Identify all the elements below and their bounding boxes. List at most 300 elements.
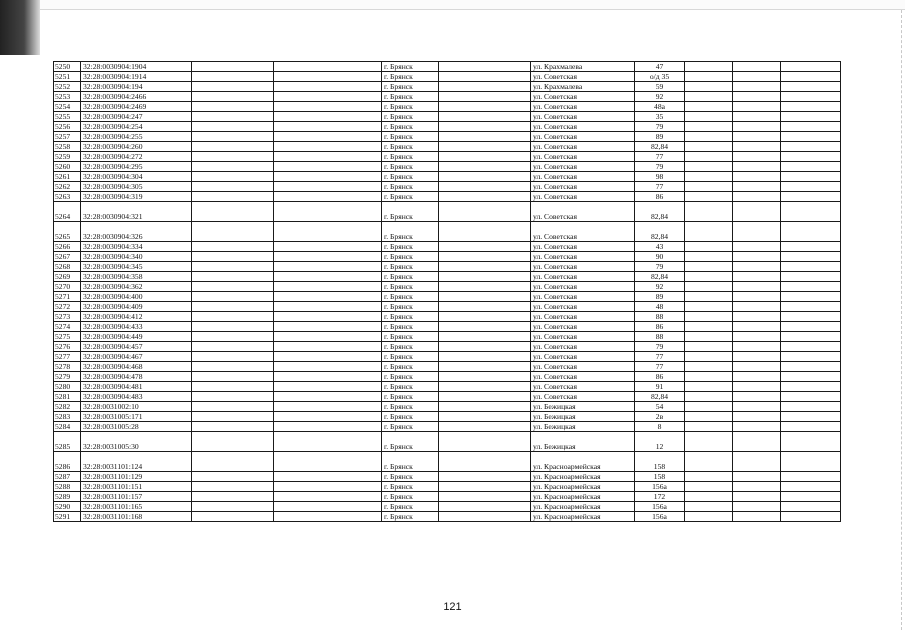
cell-blank-e: [733, 202, 781, 222]
cell-blank-e: [733, 152, 781, 162]
cell-blank-e: [733, 242, 781, 252]
cell-num: 5277: [54, 352, 81, 362]
registry-table: [53, 61, 841, 522]
cell-city: г. Брянск: [382, 142, 439, 152]
cell-house: 172: [635, 492, 685, 502]
cell-house: 77: [635, 362, 685, 372]
cell-blank-f: [781, 502, 841, 512]
cell-street: ул. Советская: [531, 252, 635, 262]
cell-city: г. Брянск: [382, 62, 439, 72]
cell-blank-a: [192, 272, 274, 282]
cell-blank-b: [274, 72, 382, 82]
cell-blank-b: [274, 512, 382, 522]
cell-blank-c: [439, 202, 531, 222]
cell-blank-d: [685, 332, 733, 342]
cell-blank-b: [274, 452, 382, 472]
cell-blank-e: [733, 162, 781, 172]
cell-cadastral: 32:28:0031101:129: [81, 472, 192, 482]
cell-blank-f: [781, 242, 841, 252]
cell-blank-b: [274, 242, 382, 252]
table-row: [54, 512, 841, 522]
cell-blank-b: [274, 332, 382, 342]
cell-cadastral: 32:28:0030904:247: [81, 112, 192, 122]
cell-blank-f: [781, 102, 841, 112]
cell-cadastral: 32:28:0031101:168: [81, 512, 192, 522]
cell-blank-a: [192, 392, 274, 402]
cell-blank-e: [733, 72, 781, 82]
cell-blank-d: [685, 112, 733, 122]
cell-city: г. Брянск: [382, 412, 439, 422]
cell-house: 82,84: [635, 272, 685, 282]
cell-cadastral: 32:28:0030904:334: [81, 242, 192, 252]
cell-blank-b: [274, 92, 382, 102]
cell-blank-e: [733, 492, 781, 502]
cell-city: г. Брянск: [382, 92, 439, 102]
table-row: [54, 242, 841, 252]
cell-blank-b: [274, 252, 382, 262]
cell-city: г. Брянск: [382, 252, 439, 262]
cell-blank-a: [192, 472, 274, 482]
cell-num: 5289: [54, 492, 81, 502]
cell-blank-d: [685, 92, 733, 102]
cell-street: ул. Советская: [531, 332, 635, 342]
cell-blank-e: [733, 402, 781, 412]
cell-blank-a: [192, 382, 274, 392]
table-row: [54, 332, 841, 342]
cell-city: г. Брянск: [382, 192, 439, 202]
cell-blank-c: [439, 222, 531, 242]
cell-blank-f: [781, 262, 841, 272]
cell-city: г. Брянск: [382, 282, 439, 292]
cell-blank-e: [733, 142, 781, 152]
cell-street: ул. Красноармейская: [531, 452, 635, 472]
table-row: [54, 312, 841, 322]
cell-blank-c: [439, 412, 531, 422]
cell-blank-d: [685, 322, 733, 332]
cell-num: 5291: [54, 512, 81, 522]
cell-blank-e: [733, 422, 781, 432]
cell-blank-e: [733, 192, 781, 202]
cell-house: 79: [635, 342, 685, 352]
cell-city: г. Брянск: [382, 202, 439, 222]
cell-num: 5278: [54, 362, 81, 372]
cell-city: г. Брянск: [382, 302, 439, 312]
cell-blank-a: [192, 502, 274, 512]
cell-house: 86: [635, 322, 685, 332]
cell-city: г. Брянск: [382, 182, 439, 192]
cell-cadastral: 32:28:0030904:326: [81, 222, 192, 242]
cell-blank-f: [781, 332, 841, 342]
cell-blank-c: [439, 382, 531, 392]
cell-street: ул. Советская: [531, 282, 635, 292]
cell-blank-c: [439, 432, 531, 452]
cell-blank-d: [685, 102, 733, 112]
cell-blank-c: [439, 502, 531, 512]
cell-num: 5274: [54, 322, 81, 332]
cell-blank-b: [274, 372, 382, 382]
cell-blank-d: [685, 382, 733, 392]
cell-city: г. Брянск: [382, 262, 439, 272]
cell-blank-d: [685, 362, 733, 372]
cell-blank-f: [781, 82, 841, 92]
table-row: [54, 372, 841, 382]
cell-blank-a: [192, 352, 274, 362]
table-row: [54, 392, 841, 402]
cell-street: ул. Советская: [531, 132, 635, 142]
cell-blank-d: [685, 292, 733, 302]
cell-blank-f: [781, 292, 841, 302]
cell-num: 5288: [54, 482, 81, 492]
cell-blank-f: [781, 372, 841, 382]
cell-city: г. Брянск: [382, 372, 439, 382]
table-row: [54, 352, 841, 362]
cell-num: 5252: [54, 82, 81, 92]
cell-blank-b: [274, 352, 382, 362]
cell-blank-c: [439, 112, 531, 122]
cell-blank-d: [685, 262, 733, 272]
cell-blank-d: [685, 222, 733, 242]
cell-blank-a: [192, 402, 274, 412]
cell-blank-e: [733, 292, 781, 302]
cell-num: 5273: [54, 312, 81, 322]
cell-blank-f: [781, 412, 841, 422]
cell-blank-a: [192, 172, 274, 182]
table-row: [54, 292, 841, 302]
cell-house: 59: [635, 82, 685, 92]
cell-city: г. Брянск: [382, 272, 439, 282]
cell-blank-f: [781, 472, 841, 482]
table-row: [54, 192, 841, 202]
cell-num: 5271: [54, 292, 81, 302]
cell-street: ул. Советская: [531, 72, 635, 82]
cell-blank-c: [439, 512, 531, 522]
cell-blank-c: [439, 102, 531, 112]
cell-blank-d: [685, 252, 733, 262]
cell-blank-a: [192, 292, 274, 302]
cell-num: 5268: [54, 262, 81, 272]
cell-blank-e: [733, 272, 781, 282]
cell-house: 91: [635, 382, 685, 392]
cell-blank-b: [274, 412, 382, 422]
cell-num: 5250: [54, 62, 81, 72]
cell-house: 43: [635, 242, 685, 252]
cell-num: 5255: [54, 112, 81, 122]
cell-street: ул. Бежицкая: [531, 412, 635, 422]
cell-num: 5261: [54, 172, 81, 182]
cell-blank-c: [439, 262, 531, 272]
cell-cadastral: 32:28:0030904:478: [81, 372, 192, 382]
cell-blank-a: [192, 302, 274, 312]
cell-house: 82,84: [635, 142, 685, 152]
cell-street: ул. Советская: [531, 112, 635, 122]
cell-blank-a: [192, 512, 274, 522]
cell-blank-f: [781, 202, 841, 222]
cell-num: 5290: [54, 502, 81, 512]
cell-blank-d: [685, 132, 733, 142]
cell-blank-b: [274, 342, 382, 352]
cell-street: ул. Советская: [531, 172, 635, 182]
cell-blank-b: [274, 272, 382, 282]
cell-blank-d: [685, 162, 733, 172]
table-row: [54, 502, 841, 512]
cell-cadastral: 32:28:0030904:409: [81, 302, 192, 312]
table-row: [54, 402, 841, 412]
cell-street: ул. Красноармейская: [531, 482, 635, 492]
cell-house: 86: [635, 192, 685, 202]
cell-blank-a: [192, 142, 274, 152]
cell-cadastral: 32:28:0030904:295: [81, 162, 192, 172]
cell-blank-f: [781, 402, 841, 412]
cell-house: 35: [635, 112, 685, 122]
cell-city: г. Брянск: [382, 402, 439, 412]
cell-blank-e: [733, 262, 781, 272]
cell-blank-a: [192, 452, 274, 472]
cell-house: 90: [635, 252, 685, 262]
cell-blank-c: [439, 192, 531, 202]
cell-blank-a: [192, 332, 274, 342]
cell-blank-b: [274, 422, 382, 432]
cell-blank-e: [733, 112, 781, 122]
cell-city: г. Брянск: [382, 122, 439, 132]
table-row: [54, 322, 841, 332]
cell-blank-f: [781, 122, 841, 132]
cell-num: 5283: [54, 412, 81, 422]
cell-city: г. Брянск: [382, 452, 439, 472]
cell-blank-d: [685, 182, 733, 192]
cell-city: г. Брянск: [382, 482, 439, 492]
cell-blank-b: [274, 142, 382, 152]
cell-blank-c: [439, 132, 531, 142]
cell-house: 2в: [635, 412, 685, 422]
cell-city: г. Брянск: [382, 472, 439, 482]
cell-blank-e: [733, 472, 781, 482]
cell-blank-f: [781, 92, 841, 102]
cell-house: 89: [635, 292, 685, 302]
table-row: [54, 162, 841, 172]
cell-blank-c: [439, 242, 531, 252]
cell-blank-e: [733, 362, 781, 372]
cell-num: 5262: [54, 182, 81, 192]
cell-blank-c: [439, 272, 531, 282]
cell-blank-b: [274, 402, 382, 412]
cell-blank-b: [274, 472, 382, 482]
cell-blank-a: [192, 322, 274, 332]
cell-blank-b: [274, 82, 382, 92]
cell-blank-f: [781, 252, 841, 262]
cell-blank-a: [192, 422, 274, 432]
cell-blank-e: [733, 172, 781, 182]
cell-blank-e: [733, 222, 781, 242]
cell-house: 89: [635, 132, 685, 142]
cell-house: 77: [635, 152, 685, 162]
cell-street: ул. Советская: [531, 372, 635, 382]
cell-num: 5254: [54, 102, 81, 112]
cell-blank-a: [192, 162, 274, 172]
cell-cadastral: 32:28:0030904:345: [81, 262, 192, 272]
cell-house: 79: [635, 262, 685, 272]
cell-num: 5253: [54, 92, 81, 102]
cell-blank-e: [733, 342, 781, 352]
cell-blank-f: [781, 342, 841, 352]
cell-city: г. Брянск: [382, 362, 439, 372]
cell-blank-f: [781, 172, 841, 182]
cell-num: 5267: [54, 252, 81, 262]
cell-house: 158: [635, 452, 685, 472]
cell-street: ул. Советская: [531, 392, 635, 402]
cell-blank-e: [733, 182, 781, 192]
cell-blank-f: [781, 72, 841, 82]
cell-blank-f: [781, 452, 841, 472]
cell-house: 156а: [635, 512, 685, 522]
cell-blank-a: [192, 112, 274, 122]
cell-house: 54: [635, 402, 685, 412]
table-row: [54, 82, 841, 92]
cell-street: ул. Советская: [531, 142, 635, 152]
cell-blank-e: [733, 392, 781, 402]
cell-blank-e: [733, 92, 781, 102]
cell-blank-e: [733, 62, 781, 72]
cell-num: 5272: [54, 302, 81, 312]
cell-blank-f: [781, 112, 841, 122]
cell-blank-a: [192, 242, 274, 252]
cell-cadastral: 32:28:0030904:2469: [81, 102, 192, 112]
cell-blank-b: [274, 162, 382, 172]
cell-blank-a: [192, 92, 274, 102]
cell-blank-c: [439, 492, 531, 502]
table-row: [54, 122, 841, 132]
cell-blank-b: [274, 172, 382, 182]
cell-street: ул. Советская: [531, 342, 635, 352]
cell-blank-b: [274, 282, 382, 292]
cell-blank-c: [439, 162, 531, 172]
cell-house: 88: [635, 332, 685, 342]
table-row: [54, 202, 841, 222]
cell-blank-b: [274, 182, 382, 192]
cell-street: ул. Советская: [531, 312, 635, 322]
table-row: [54, 272, 841, 282]
cell-cadastral: 32:28:0030904:1904: [81, 62, 192, 72]
cell-blank-b: [274, 292, 382, 302]
cell-cadastral: 32:28:0030904:321: [81, 202, 192, 222]
cell-num: 5257: [54, 132, 81, 142]
cell-house: 79: [635, 122, 685, 132]
cell-street: ул. Советская: [531, 362, 635, 372]
cell-street: ул. Красноармейская: [531, 472, 635, 482]
cell-num: 5260: [54, 162, 81, 172]
cell-city: г. Брянск: [382, 152, 439, 162]
cell-blank-a: [192, 482, 274, 492]
cell-house: 158: [635, 472, 685, 482]
cell-blank-e: [733, 132, 781, 142]
cell-blank-e: [733, 302, 781, 312]
cell-num: 5251: [54, 72, 81, 82]
cell-blank-c: [439, 142, 531, 152]
cell-blank-f: [781, 282, 841, 292]
cell-blank-d: [685, 82, 733, 92]
cell-city: г. Брянск: [382, 312, 439, 322]
cell-house: 8: [635, 422, 685, 432]
cell-blank-c: [439, 402, 531, 412]
cell-blank-d: [685, 452, 733, 472]
cell-blank-b: [274, 502, 382, 512]
table-row: [54, 342, 841, 352]
cell-blank-e: [733, 382, 781, 392]
table-row: [54, 102, 841, 112]
cell-blank-f: [781, 272, 841, 282]
cell-num: 5266: [54, 242, 81, 252]
cell-cadastral: 32:28:0030904:400: [81, 292, 192, 302]
cell-blank-b: [274, 482, 382, 492]
cell-street: ул. Советская: [531, 192, 635, 202]
cell-street: ул. Бежицкая: [531, 422, 635, 432]
table-row: [54, 252, 841, 262]
cell-blank-c: [439, 362, 531, 372]
table-row: [54, 482, 841, 492]
table-row: [54, 452, 841, 472]
cell-num: 5285: [54, 432, 81, 452]
cell-street: ул. Советская: [531, 182, 635, 192]
cell-city: г. Брянск: [382, 342, 439, 352]
table-row: [54, 412, 841, 422]
cell-city: г. Брянск: [382, 512, 439, 522]
cell-blank-e: [733, 432, 781, 452]
cell-cadastral: 32:28:0030904:254: [81, 122, 192, 132]
cell-blank-d: [685, 432, 733, 452]
cell-blank-d: [685, 392, 733, 402]
cell-blank-a: [192, 222, 274, 242]
cell-city: г. Брянск: [382, 72, 439, 82]
cell-blank-d: [685, 312, 733, 322]
cell-blank-b: [274, 102, 382, 112]
cell-blank-f: [781, 382, 841, 392]
cell-cadastral: 32:28:0030904:468: [81, 362, 192, 372]
cell-blank-e: [733, 412, 781, 422]
cell-house: 82,84: [635, 202, 685, 222]
cell-street: ул. Крахмалева: [531, 62, 635, 72]
cell-house: 48: [635, 302, 685, 312]
cell-street: ул. Советская: [531, 262, 635, 272]
cell-blank-a: [192, 412, 274, 422]
table-row: [54, 62, 841, 72]
cell-cadastral: 32:28:0030904:1914: [81, 72, 192, 82]
cell-house: 79: [635, 162, 685, 172]
registry-table-body: [54, 62, 841, 522]
cell-cadastral: 32:28:0030904:305: [81, 182, 192, 192]
cell-cadastral: 32:28:0030904:467: [81, 352, 192, 362]
cell-blank-d: [685, 512, 733, 522]
cell-blank-a: [192, 342, 274, 352]
cell-blank-a: [192, 132, 274, 142]
cell-city: г. Брянск: [382, 422, 439, 432]
cell-blank-f: [781, 392, 841, 402]
cell-cadastral: 32:28:0030904:433: [81, 322, 192, 332]
cell-cadastral: 32:28:0031002:10: [81, 402, 192, 412]
cell-city: г. Брянск: [382, 172, 439, 182]
table-row: [54, 152, 841, 162]
cell-city: г. Брянск: [382, 112, 439, 122]
cell-blank-a: [192, 82, 274, 92]
cell-house: 77: [635, 182, 685, 192]
cell-blank-e: [733, 352, 781, 362]
cell-blank-a: [192, 492, 274, 502]
cell-blank-f: [781, 352, 841, 362]
cell-blank-f: [781, 162, 841, 172]
cell-cadastral: 32:28:0030904:412: [81, 312, 192, 322]
cell-blank-c: [439, 252, 531, 262]
cell-blank-c: [439, 372, 531, 382]
cell-blank-b: [274, 132, 382, 142]
cell-cadastral: 32:28:0030904:255: [81, 132, 192, 142]
